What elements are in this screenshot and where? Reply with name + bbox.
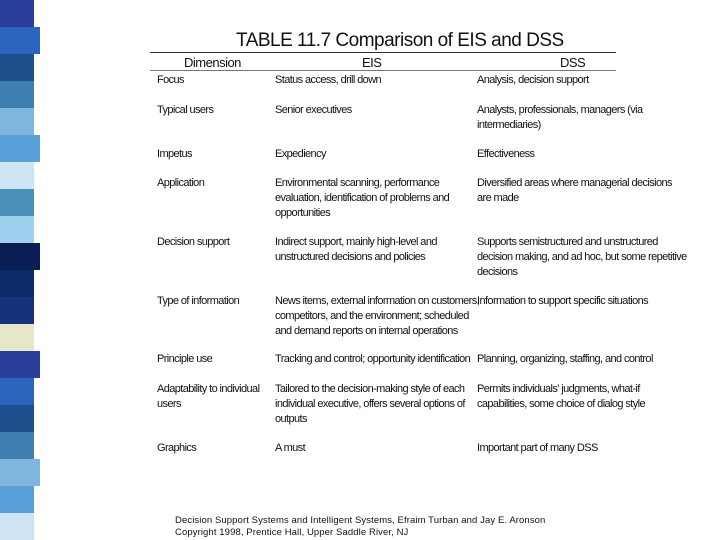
- cell-line: Tailored to the decision-making style of each: [275, 383, 465, 395]
- stripe-block: [0, 324, 34, 351]
- cell-line: Expediency: [275, 148, 326, 160]
- stripe-block: [0, 459, 40, 486]
- dss-cell: [477, 382, 645, 412]
- decorative-stripe: [0, 0, 34, 540]
- stripe-block: [0, 108, 34, 135]
- cell-line: Focus: [157, 74, 184, 86]
- stripe-block: [0, 216, 34, 243]
- dimension-cell: [157, 235, 229, 250]
- cell-line: Analysts, professionals, managers (via: [477, 104, 643, 116]
- cell-line: competitors, and the environment; scheduled: [275, 310, 469, 322]
- stripe-block: [0, 243, 40, 270]
- table-title: TABLE 11.7 Comparison of EIS and DSS: [236, 30, 564, 51]
- cell-line: Effectiveness: [477, 148, 535, 160]
- cell-line: evaluation, identification of problems and: [275, 192, 450, 204]
- dss-cell: [477, 73, 589, 88]
- footer-line: Decision Support Systems and Intelligent Systems, Efraim Turban and Jay E. Aronson: [175, 515, 546, 526]
- cell-line: Planning, organizing, staffing, and control: [477, 353, 653, 365]
- header-rule: [150, 52, 616, 53]
- eis-cell: [275, 441, 305, 456]
- stripe-block: [0, 486, 34, 513]
- cell-line: Indirect support, mainly high-level and: [275, 236, 437, 248]
- stripe-block: [0, 378, 34, 405]
- cell-line: Analysis, decision support: [477, 74, 589, 86]
- dss-cell: [477, 294, 648, 309]
- dimension-cell: [157, 441, 196, 456]
- cell-line: Impetus: [157, 148, 192, 160]
- eis-cell: [275, 147, 326, 162]
- stripe-block: [0, 0, 34, 27]
- dss-cell: [477, 147, 534, 162]
- cell-line: Application: [157, 177, 205, 189]
- eis-cell: [275, 352, 470, 367]
- cell-line: decision making, and ad hoc, but some repetitive: [477, 251, 687, 263]
- dimension-cell: [157, 382, 259, 412]
- dss-cell: [477, 103, 643, 133]
- dimension-cell: [157, 73, 184, 88]
- stripe-block: [0, 189, 34, 216]
- cell-line: Environmental scanning, performance: [275, 177, 440, 189]
- cell-line: and demand reports on internal operations: [275, 325, 458, 337]
- footer-line: Copyright 1998, Prentice Hall, Upper Saddle River, NJ: [175, 527, 409, 538]
- cell-line: users: [157, 398, 181, 410]
- stripe-block: [0, 162, 34, 189]
- stripe-block: [0, 54, 34, 81]
- dimension-cell: [157, 103, 213, 118]
- cell-line: are made: [477, 192, 519, 204]
- cell-line: Tracking and control; opportunity identification: [275, 353, 471, 365]
- eis-cell: [275, 103, 352, 118]
- cell-line: individual executive, offers several options of: [275, 398, 465, 410]
- cell-line: Typical users: [157, 104, 214, 116]
- cell-line: Information to support specific situations: [477, 295, 649, 307]
- cell-line: A must: [275, 442, 306, 454]
- stripe-block: [0, 270, 34, 297]
- cell-line: Status access, drill down: [275, 74, 382, 86]
- eis-cell: [275, 235, 437, 265]
- column-header-dss: DSS: [560, 55, 586, 70]
- cell-line: Graphics: [157, 442, 197, 454]
- cell-line: Senior executives: [275, 104, 352, 116]
- eis-cell: [275, 176, 449, 221]
- cell-line: Principle use: [157, 353, 213, 365]
- stripe-block: [0, 513, 34, 540]
- dss-cell: [477, 176, 672, 206]
- eis-cell: [275, 294, 479, 339]
- dimension-cell: [157, 176, 204, 191]
- cell-line: opportunities: [275, 207, 331, 219]
- cell-line: intermediaries): [477, 119, 541, 131]
- cell-line: Supports semistructured and unstructured: [477, 236, 658, 248]
- dimension-cell: [157, 352, 212, 367]
- header-rule-bottom: [150, 70, 616, 71]
- cell-line: Adaptability to individual: [157, 383, 260, 395]
- cell-line: decisions: [477, 266, 518, 278]
- cell-line: Type of information: [157, 295, 240, 307]
- dimension-cell: [157, 147, 192, 162]
- stripe-block: [0, 81, 34, 108]
- stripe-block: [0, 351, 40, 378]
- column-header-eis: EIS: [362, 55, 382, 70]
- column-header-dimension: Dimension: [184, 55, 241, 70]
- stripe-block: [0, 405, 34, 432]
- dimension-cell: [157, 294, 239, 309]
- cell-line: News items, external information on customers,: [275, 295, 480, 307]
- eis-cell: [275, 73, 381, 88]
- stripe-block: [0, 297, 34, 324]
- stripe-block: [0, 432, 34, 459]
- cell-line: outputs: [275, 413, 307, 425]
- cell-line: Decision support: [157, 236, 230, 248]
- dss-cell: [477, 235, 687, 280]
- cell-line: Diversified areas where managerial decisions: [477, 177, 672, 189]
- eis-cell: [275, 382, 465, 427]
- dss-cell: [477, 441, 598, 456]
- stripe-block: [0, 27, 40, 54]
- cell-line: unstructured decisions and policies: [275, 251, 426, 263]
- cell-line: Important part of many DSS: [477, 442, 598, 454]
- cell-line: Permits individuals' judgments, what-if: [477, 383, 640, 395]
- footer-citation: [175, 515, 545, 539]
- stripe-block: [0, 135, 40, 162]
- dss-cell: [477, 352, 653, 367]
- cell-line: capabilities, some choice of dialog style: [477, 398, 646, 410]
